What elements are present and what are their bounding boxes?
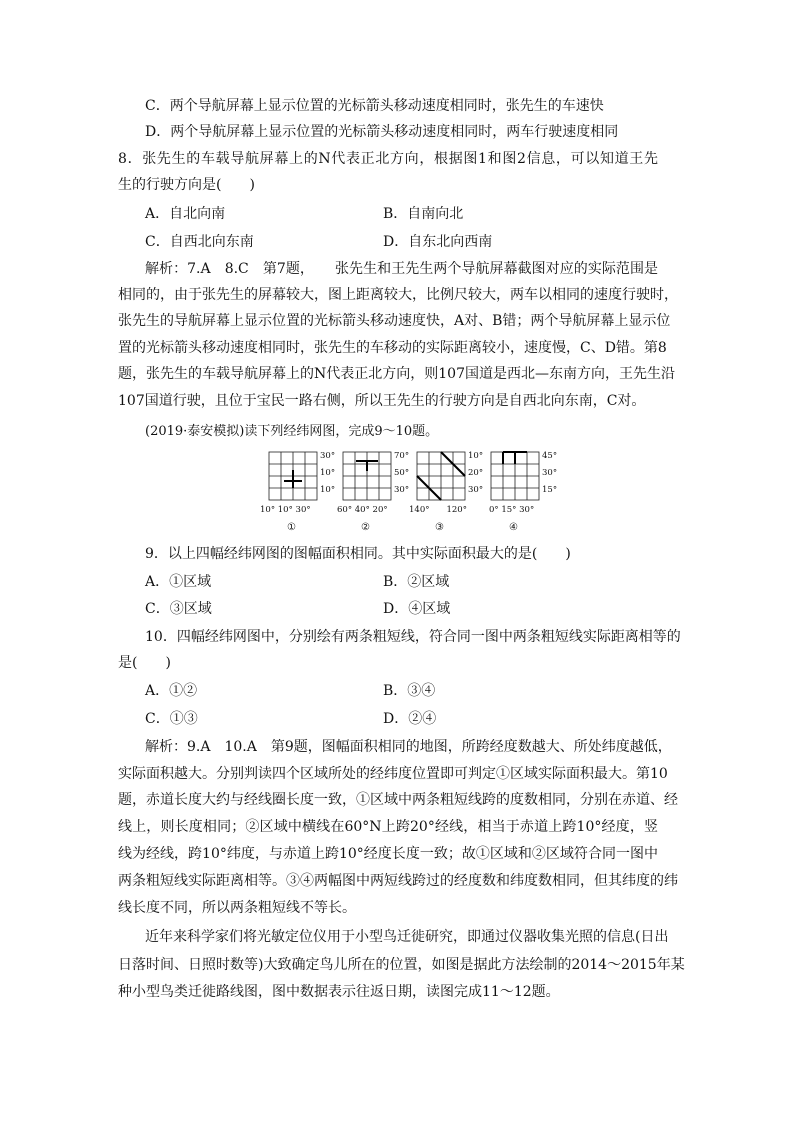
lat-label: 15° — [542, 485, 558, 495]
q8-option-a: A．自北向南 — [145, 206, 226, 222]
q9-stem: 9．以上四幅经纬网图的图幅面积相同。其中实际面积最大的是( ) — [145, 546, 571, 562]
answer-line: 题，张先生的车载导航屏幕上的N代表正北方向，则107国道是西北—东南方向，王先生沿 — [118, 366, 675, 382]
q9-option-a: A．①区域 — [145, 574, 212, 590]
answer-line: 相同的，由于张先生的屏幕较大，图上距离较大，比例尺较大，两车以相同的速度行驶时， — [118, 287, 678, 303]
q8-stem-line-1: 8．张先生的车载导航屏幕上的N代表正北方向，根据图1和图2信息，可以知道王先 — [118, 151, 658, 167]
answer-line: 解析：7.A 8.C 第7题， 张先生和王先生两个导航屏幕截图对应的实际范围是 — [145, 261, 658, 277]
q9-option-b: B．②区域 — [383, 574, 450, 590]
thick-segments — [356, 461, 378, 471]
q9-10-intro: (2019·泰安模拟)读下列经纬网图，完成9～10题。 — [145, 424, 439, 439]
q10-option-d: D．②④ — [383, 711, 437, 727]
lat-label: 20° — [468, 468, 484, 478]
intro-line: 种小型鸟类迁徙路线图，图中数据表示往返日期，读图完成11～12题。 — [118, 984, 560, 1000]
q10-option-c: C．①③ — [145, 711, 198, 727]
graticule-figure-1 — [260, 451, 335, 533]
graticule-figure-3 — [409, 451, 483, 533]
answer-line: 解析：9.A 10.A 第9题，图幅面积相同的地图，所跨经度数越大、所处纬度越低， — [145, 739, 672, 755]
figure-number: ③ — [435, 522, 444, 533]
q10-stem-line-1: 10．四幅经纬网图中，分别绘有两条粗短线，符合同一图中两条粗短线实际距离相等的 — [145, 629, 681, 645]
lat-label: 30° — [320, 451, 336, 461]
answer-line: 实际面积越大。分别判读四个区域所处的经纬度位置即可判定①区域实际面积最大。第10 — [118, 766, 668, 782]
lat-label: 10° — [320, 485, 336, 495]
lat-label: 45° — [542, 451, 558, 461]
q8-option-b: B．自南向北 — [383, 206, 464, 222]
q8-stem-line-2: 生的行驶方向是( ) — [118, 177, 255, 193]
answer-line: 置的光标箭头移动速度相同时，张先生的车移动的实际距离较小，速度慢，C、D错。第8 — [118, 340, 667, 356]
lat-label: 30° — [394, 485, 410, 495]
intro-line: 近年来科学家们将光敏定位仪用于小型鸟迁徙研究，即通过仪器收集光照的信息(日出 — [145, 929, 669, 945]
lon-labels: 60° 40° 20° — [337, 505, 388, 515]
answer-line: 张先生的导航屏幕上显示位置的光标箭头移动速度快，A对、B错；两个导航屏幕上显示位 — [118, 313, 671, 329]
lat-label: 30° — [468, 485, 484, 495]
figure-number: ② — [361, 522, 370, 533]
figure-number: ④ — [509, 522, 518, 533]
answer-line: 线上，则长度相同；②区域中横线在60°N上跨20°经线，相当于赤道上跨10°经度，竖 — [118, 819, 658, 835]
lon-labels: 10° 10° 30° — [260, 505, 311, 515]
q8-option-c: C．自西北向东南 — [145, 234, 254, 250]
graticule-figures — [255, 448, 565, 538]
q7-option-c: C．两个导航屏幕上显示位置的光标箭头移动速度相同时，张先生的车速快 — [145, 98, 604, 114]
thick-segments — [284, 470, 302, 488]
figure-number: ① — [287, 522, 296, 533]
q10-stem-line-2: 是( ) — [118, 655, 171, 671]
graticule-figure-2 — [337, 451, 409, 533]
thick-segments — [503, 452, 527, 464]
q9-option-c: C．③区域 — [145, 601, 212, 617]
answer-line: 题，赤道长度大约与经线圈长度一致，①区域中两条粗短线跨的度数相同，分别在赤道、经 — [118, 792, 678, 808]
q9-option-d: D．④区域 — [383, 601, 451, 617]
lon-labels: 0° 15° 30° — [489, 505, 535, 515]
q10-option-a: A．①② — [145, 683, 198, 699]
lat-label: 10° — [320, 468, 336, 478]
answer-line: 线长度不同，所以两条粗短线不等长。 — [118, 900, 356, 916]
lon-labels: 140° 120° — [409, 505, 467, 515]
q7-option-d: D．两个导航屏幕上显示位置的光标箭头移动速度相同时，两车行驶速度相同 — [145, 124, 619, 140]
lat-label: 70° — [394, 451, 410, 461]
graticule-figure-4 — [489, 451, 557, 533]
answer-line: 107国道行驶，且位于宝民一路右侧，所以王先生的行驶方向是自西北向东南，C对。 — [118, 393, 646, 409]
q8-option-d: D．自东北向西南 — [383, 234, 493, 250]
lat-label: 10° — [468, 451, 484, 461]
lat-label: 30° — [542, 468, 558, 478]
answer-line: 两条粗短线实际距离相等。③④两幅图中两短线跨过的经度数和纬度数相同，但其纬度的纬 — [118, 873, 678, 889]
q10-option-b: B．③④ — [383, 683, 436, 699]
lat-label: 50° — [394, 468, 410, 478]
intro-line: 日落时间、日照时数等)大致确定鸟儿所在的位置，如图是据此方法绘制的2014～2015年某 — [118, 957, 685, 973]
answer-line: 线为经线，跨10°纬度，与赤道上跨10°经度长度一致；故①区域和②区域符合同一图中 — [118, 846, 658, 862]
